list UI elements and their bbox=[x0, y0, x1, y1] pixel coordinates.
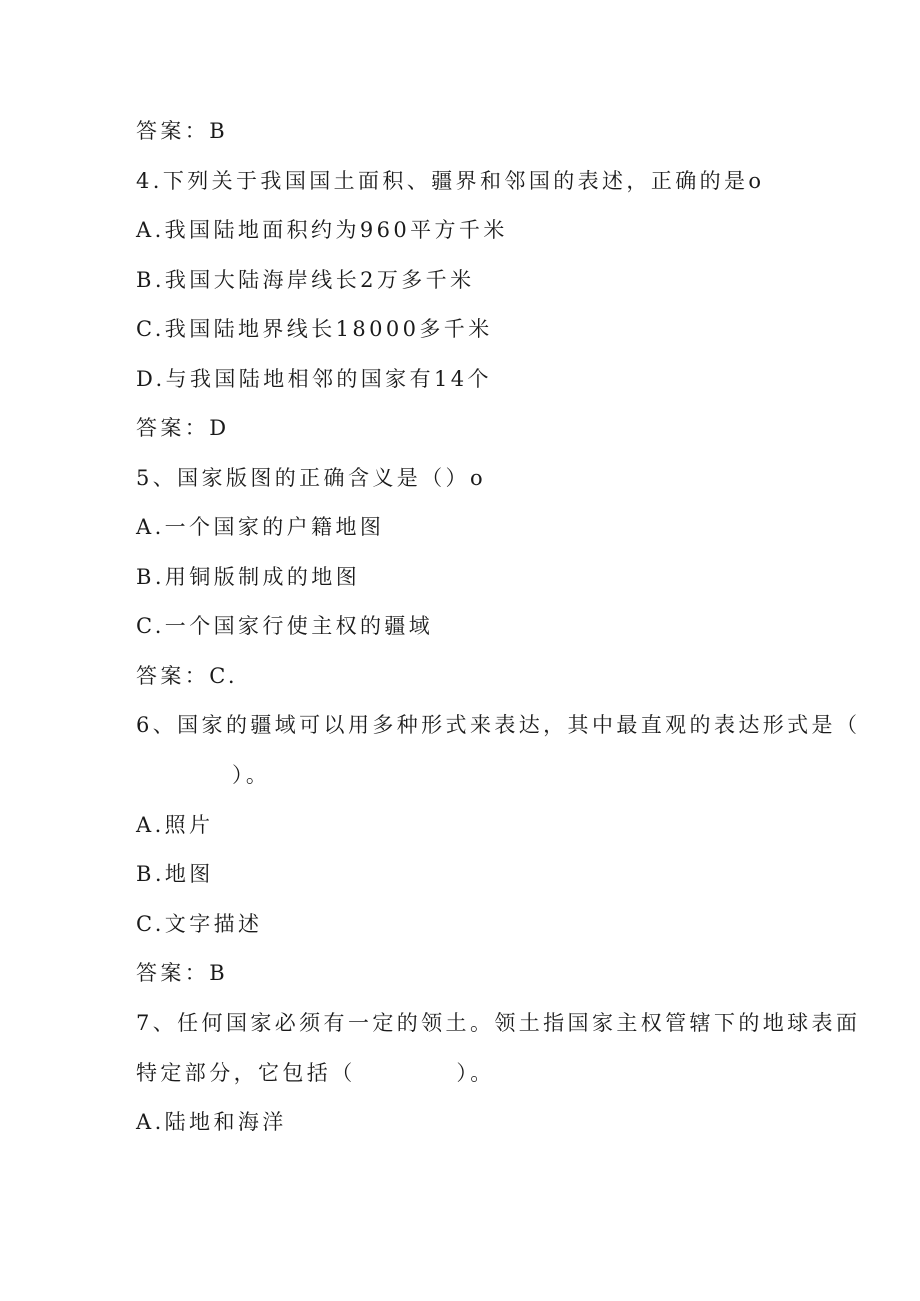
question-6-text: 6、国家的疆域可以用多种形式来表达，其中最直观的表达形式是（ bbox=[136, 713, 861, 737]
question-4-text: 4.下列关于我国国土面积、疆界和邻国的表述，正确的是o bbox=[136, 169, 765, 193]
option-a: A.照片 bbox=[136, 813, 214, 837]
option-c: C.我国陆地界线长18000多千米 bbox=[136, 317, 493, 341]
option-b: B.用铜版制成的地图 bbox=[136, 565, 361, 589]
option-b: B.地图 bbox=[136, 862, 214, 886]
answer-line: 答案：D bbox=[136, 416, 230, 440]
option-b: B.我国大陆海岸线长2万多千米 bbox=[136, 268, 475, 292]
option-c: C.文字描述 bbox=[136, 912, 263, 936]
option-c: C.一个国家行使主权的疆域 bbox=[136, 614, 434, 638]
question-5-text: 5、国家版图的正确含义是（）o bbox=[136, 466, 487, 490]
option-a: A.我国陆地面积约为960平方千米 bbox=[136, 218, 508, 242]
question-6-continuation: ）。 bbox=[232, 763, 271, 787]
option-a: A.陆地和海洋 bbox=[136, 1110, 287, 1134]
option-d: D.与我国陆地相邻的国家有14个 bbox=[136, 367, 492, 391]
option-a: A.一个国家的户籍地图 bbox=[136, 515, 385, 539]
question-7-text: 7、任何国家必须有一定的领土。领土指国家主权管辖下的地球表面 bbox=[136, 1011, 861, 1035]
answer-line: 答案：B bbox=[136, 961, 229, 985]
question-7-continuation: 特定部分，它包括（ ）。 bbox=[136, 1061, 495, 1085]
answer-line: 答案：B bbox=[136, 119, 229, 143]
answer-line: 答案：C. bbox=[136, 664, 238, 688]
